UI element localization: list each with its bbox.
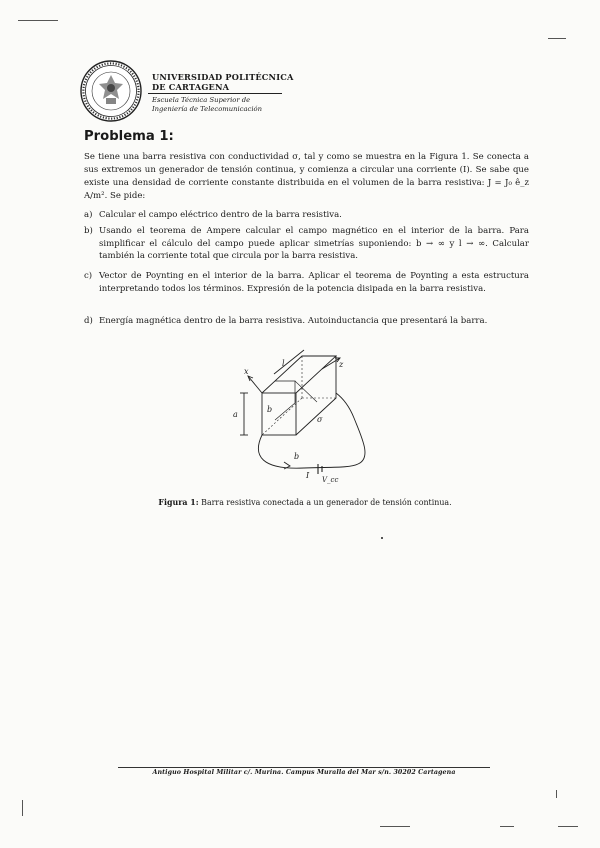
label-x: x [244, 367, 249, 376]
footer-rule [118, 767, 490, 768]
item-label: b) [84, 226, 93, 236]
problem-item-d [84, 315, 529, 328]
bar-front-face [262, 393, 296, 435]
scan-mark [556, 790, 557, 798]
figure-caption [140, 498, 470, 507]
label-z: z [339, 360, 344, 369]
resistive-bar-figure [222, 348, 402, 488]
university-name-line2: DE CARTAGENA [152, 82, 230, 92]
x-axis [248, 376, 262, 393]
scan-mark [380, 826, 410, 827]
header-rule [148, 93, 282, 94]
item-label: c) [84, 271, 93, 281]
item-label: a) [84, 210, 93, 220]
scan-mark [558, 826, 578, 827]
item-label: d) [84, 316, 93, 326]
bar-right-face [296, 356, 336, 435]
problem-item-b [84, 225, 529, 263]
university-name-line1: UNIVERSIDAD POLITÉCNICA [152, 72, 294, 82]
school-name [152, 96, 262, 113]
university-seal [80, 60, 142, 122]
scan-mark [500, 826, 514, 827]
item-text: Energía magnética dentro de la barra resistiva. Autoinductancia que presentará la barra. [99, 316, 488, 326]
caption-text: Barra resistiva conectada a un generador de tensión continua. [201, 498, 452, 507]
z-axis [322, 358, 340, 369]
school-name-line1: Escuela Técnica Superior de [152, 96, 251, 104]
label-b-left: b [267, 405, 273, 414]
item-text: Calcular el campo eléctrico dentro de la barra resistiva. [99, 210, 342, 220]
label-current: I [306, 471, 310, 480]
problem-item-c [84, 270, 529, 295]
label-voltage: V_cc [322, 476, 339, 484]
problem-title: Problema 1: [84, 129, 174, 144]
footer-address: Antiguo Hospital Militar c/. Murina. Campus Muralla del Mar s/n. 30202 Cartagena [152, 769, 456, 776]
caption-label: Figura 1: [158, 498, 199, 507]
item-text: Usando el teorema de Ampere calcular el campo magnético en el interior de la barra. Para simplificar el cálculo del campo puede aplicar simetrías suponiendo: b → ∞ y l → ∞. Calcular también la corriente total que circula por la barra resistiva. [99, 226, 529, 262]
bar-top-face [262, 356, 336, 393]
school-name-line2: Ingeniería de Telecomunicación [152, 104, 262, 113]
label-sigma: σ [317, 415, 323, 424]
label-a: a [233, 410, 238, 419]
university-name [152, 72, 294, 92]
scan-mark [381, 537, 383, 539]
scan-mark [548, 38, 566, 39]
label-b-bottom: b [294, 452, 300, 461]
label-l: l [282, 359, 285, 368]
scan-mark [18, 20, 58, 21]
scan-mark [22, 800, 23, 816]
problem-item-a [84, 209, 529, 222]
problem-intro: Se tiene una barra resistiva con conductividad σ, tal y como se muestra en la Figura 1. Se conecta a sus extremos un generador de tensión continua, y comienza a circular una corriente (I). Se sabe que existe una densidad de corriente constante distribuida en el volumen de la barra resistiva: J = J₀ ê_z A/m². Se pide: [84, 152, 529, 201]
item-text: Vector de Poynting en el interior de la barra. Aplicar el teorema de Poynting a esta estructura interpretando todos los términos. Expresión de la potencia disipada en la barra resistiva. [99, 271, 529, 294]
